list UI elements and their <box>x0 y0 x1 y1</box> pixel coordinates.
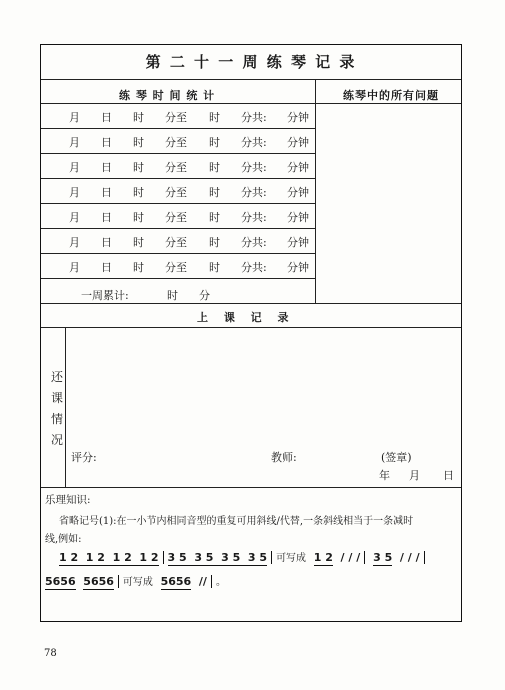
problems-header: 练琴中的所有问题 <box>343 89 439 102</box>
row-label-month: 月 <box>69 236 80 249</box>
lesson-header: 上 课 记 录 <box>197 311 295 324</box>
row-label-month: 月 <box>69 186 80 199</box>
practice-row <box>41 178 315 203</box>
row-label-minutes: 分钟 <box>287 136 309 149</box>
barline <box>364 551 365 564</box>
divider-theory <box>41 487 461 488</box>
divider-title <box>41 79 461 80</box>
row-label-hour2: 时 <box>209 136 220 149</box>
practice-rows <box>41 103 315 303</box>
practice-record-form <box>40 44 462 622</box>
row-label-from: 分至 <box>165 261 187 274</box>
row-label-month: 月 <box>69 161 80 174</box>
row-label-from: 分至 <box>165 236 187 249</box>
row-label-total: 分共: <box>241 161 267 174</box>
row-label-from: 分至 <box>165 186 187 199</box>
practice-row <box>41 128 315 153</box>
review-label: 还 课 情 况 <box>50 370 63 447</box>
date-year: 年 <box>379 469 390 482</box>
row-label-hour2: 时 <box>209 111 220 124</box>
row-label-day: 日 <box>101 211 112 224</box>
theory-line1: 省略记号(1):在一小节内相同音型的重复可用斜线/代替,一条斜线相当于一条减时 <box>59 516 414 527</box>
barline <box>118 575 119 588</box>
row-label-total: 分共: <box>241 211 267 224</box>
divider-lesson-top <box>41 303 461 304</box>
row-label-total: 分共: <box>241 111 267 124</box>
row-label-month: 月 <box>69 261 80 274</box>
row-label-hour2: 时 <box>209 236 220 249</box>
row-label-hour: 时 <box>133 111 144 124</box>
row-label-day: 日 <box>101 186 112 199</box>
row-label-day: 日 <box>101 136 112 149</box>
row-label-minutes: 分钟 <box>287 211 309 224</box>
teacher-label: 教师: <box>271 451 297 464</box>
notation-line-1: 1 2 1 2 1 2 1 2 3 5 3 5 3 5 3 5 可写成 1 2 / / / 3 5 / / / <box>59 549 429 564</box>
row-label-hour: 时 <box>133 236 144 249</box>
row-label-hour: 时 <box>133 186 144 199</box>
row-label-minutes: 分钟 <box>287 186 309 199</box>
page-title: 第 二 十 一 周 练 琴 记 录 <box>145 53 357 71</box>
row-label-hour2: 时 <box>209 261 220 274</box>
row-label-total: 分共: <box>241 186 267 199</box>
practice-row <box>41 153 315 178</box>
row-label-day: 日 <box>101 261 112 274</box>
row-label-day: 日 <box>101 161 112 174</box>
row-label-minutes: 分钟 <box>287 261 309 274</box>
notation-line-2: 5656 5656 可写成 5656 // 。 <box>45 575 226 588</box>
row-label-day: 日 <box>101 111 112 124</box>
weekly-total-hour: 时 <box>167 289 178 302</box>
row-label-from: 分至 <box>165 211 187 224</box>
practice-row <box>41 203 315 228</box>
row-label-hour2: 时 <box>209 161 220 174</box>
row-label-hour: 时 <box>133 136 144 149</box>
row-label-month: 月 <box>69 211 80 224</box>
date-day: 日 <box>443 469 454 482</box>
row-label-month: 月 <box>69 111 80 124</box>
practice-row <box>41 253 315 278</box>
date-month: 月 <box>409 469 420 482</box>
row-label-hour2: 时 <box>209 186 220 199</box>
row-label-total: 分共: <box>241 261 267 274</box>
row-label-minutes: 分钟 <box>287 161 309 174</box>
page-number: 78 <box>44 648 57 659</box>
row-label-total: 分共: <box>241 236 267 249</box>
row-label-minutes: 分钟 <box>287 111 309 124</box>
row-label-from: 分至 <box>165 161 187 174</box>
review-label-divider <box>65 327 66 487</box>
row-label-minutes: 分钟 <box>287 236 309 249</box>
row-label-from: 分至 <box>165 111 187 124</box>
row-label-hour2: 时 <box>209 211 220 224</box>
signature-label: (签章) <box>381 451 412 464</box>
notation-group-12: 1 2 1 2 1 2 1 2 <box>59 551 159 564</box>
row-label-day: 日 <box>101 236 112 249</box>
theory-heading: 乐理知识: <box>45 494 91 506</box>
notation-group-35: 3 5 3 5 3 5 3 5 <box>167 551 268 564</box>
theory-line2: 线,例如: <box>45 534 82 545</box>
row-label-hour: 时 <box>133 211 144 224</box>
column-divider <box>315 79 316 303</box>
practice-row <box>41 103 315 128</box>
divider-lesson <box>41 327 461 328</box>
score-label: 评分: <box>71 451 97 464</box>
row-label-hour: 时 <box>133 161 144 174</box>
can-write-label: 可写成 <box>276 553 307 564</box>
weekly-total-minute: 分 <box>199 289 210 302</box>
barline <box>163 551 164 564</box>
practice-row <box>41 228 315 253</box>
row-label-from: 分至 <box>165 136 187 149</box>
weekly-total-label: 一周累计: <box>81 289 129 302</box>
row-divider <box>41 278 315 279</box>
row-label-month: 月 <box>69 136 80 149</box>
barline <box>211 575 212 588</box>
row-label-hour: 时 <box>133 261 144 274</box>
practice-time-header: 练 琴 时 间 统 计 <box>119 89 216 102</box>
barline <box>271 551 272 564</box>
barline <box>424 551 425 564</box>
row-label-total: 分共: <box>241 136 267 149</box>
